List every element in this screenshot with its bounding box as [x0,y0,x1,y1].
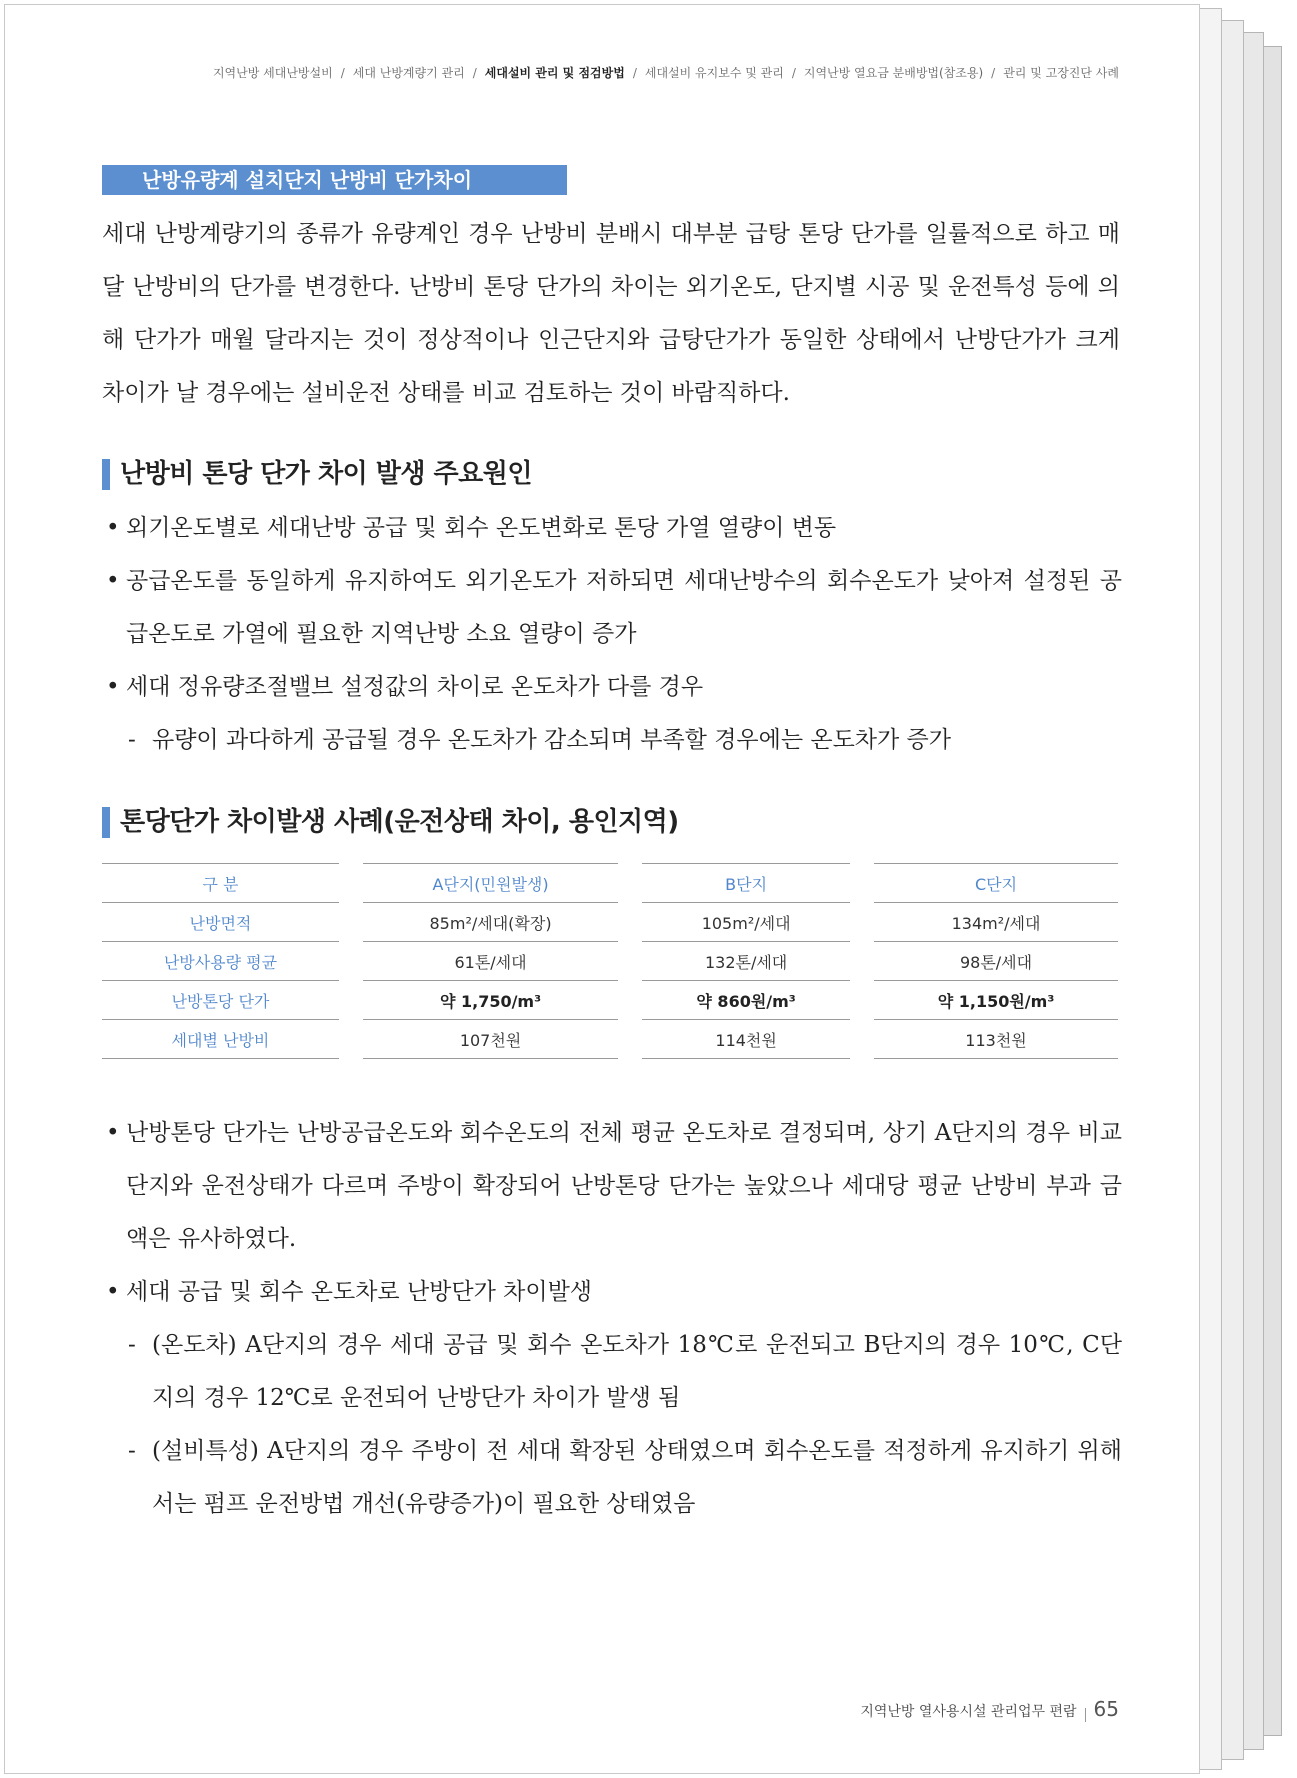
breadcrumb-item: 관리 및 고장진단 사례 [1003,66,1119,80]
page-stack-edge [1244,32,1264,1750]
table-header-cell: 구 분 [102,863,339,903]
breadcrumb-separator: / [632,66,637,80]
breadcrumb-separator: / [991,66,996,80]
table-header-cell: B단지 [642,863,850,903]
table-cell: 113천원 [874,1020,1118,1059]
causes-list [106,502,1122,767]
table-header-row [102,863,1118,903]
list-sub-item: - 유량이 과다하게 공급될 경우 온도차가 감소되며 부족할 경우에는 온도차가 증가 [106,714,1122,767]
list-sub-item: - (온도차) A단지의 경우 세대 공급 및 회수 온도차가 18℃로 운전되고 B단지의 경우 10℃, C단지의 경우 12℃로 운전되어 난방단가 차이가 발생 됨 [106,1319,1122,1425]
table-row [102,903,1118,942]
analysis-list [106,1107,1122,1531]
row-label: 난방톤당 단가 [102,981,339,1020]
page-number: 65 [1093,1697,1119,1721]
section-heading-causes: 난방비 톤당 단가 차이 발생 주요원인 [102,457,532,491]
table-cell: 98톤/세대 [874,942,1118,981]
breadcrumb-separator: / [791,66,796,80]
list-item: • 세대 정유량조절밸브 설정값의 차이로 온도차가 다를 경우 [106,661,1122,714]
breadcrumb-item: 지역난방 열요금 분배방법(참조용) [803,66,984,80]
list-item: • 공급온도를 동일하게 유지하여도 외기온도가 저하되면 세대난방수의 회수온도가 낮아져 설정된 공급온도로 가열에 필요한 지역난방 소요 열량이 증가 [106,555,1122,661]
breadcrumb-item: 세대 난방계량기 관리 [352,66,465,80]
footer-divider [1085,1708,1086,1722]
tag-heading: 난방유량계 설치단지 난방비 단가차이 [102,165,567,195]
section-heading-case: 톤당단가 차이발생 사례(운전상태 차이, 용인지역) [102,805,679,839]
table-header-cell: C단지 [874,863,1118,903]
row-label: 난방면적 [102,903,339,942]
breadcrumb-separator: / [340,66,345,80]
breadcrumb-item: 세대설비 유지보수 및 관리 [644,66,784,80]
list-item: • 외기온도별로 세대난방 공급 및 회수 온도변화로 톤당 가열 열량이 변동 [106,502,1122,555]
row-label: 세대별 난방비 [102,1020,339,1059]
table-row [102,1020,1118,1059]
page-stack-edge [1200,8,1222,1770]
list-sub-item: - (설비특성) A단지의 경우 주방이 전 세대 확장된 상태였으며 회수온도를 적정하게 유지하기 위해서는 펌프 운전방법 개선(유량증가)이 필요한 상태였음 [106,1425,1122,1531]
table-cell: 61톤/세대 [363,942,618,981]
table-header-cell: A단지(민원발생) [363,863,618,903]
table-cell: 약 1,750/m³ [363,981,618,1020]
table-row [102,942,1118,981]
table-cell: 132톤/세대 [642,942,850,981]
table-cell: 105m²/세대 [642,903,850,942]
intro-paragraph: 세대 난방계량기의 종류가 유량계인 경우 난방비 분배시 대부분 급탕 톤당 단가를 일률적으로 하고 매달 난방비의 단가를 변경한다. 난방비 톤당 단가의 차이는 외기온도, 단지별 시공 및 운전특성 등에 의해 단가가 매월 달라지는 것이 정상적이나 인근단지와 급탕단가가 동일한 상태에서 난방단가가 크게 차이가 날 경우에는 설비운전 상태를 비교 검토하는 것이 바람직하다. [102,221,1120,406]
breadcrumb-item: 지역난방 세대난방설비 [212,66,333,80]
row-label: 난방사용량 평균 [102,942,339,981]
table-cell: 107천원 [363,1020,618,1059]
list-item: • 난방톤당 단가는 난방공급온도와 회수온도의 전체 평균 온도차로 결정되며, 상기 A단지의 경우 비교단지와 운전상태가 다르며 주방이 확장되어 난방톤당 단가는 높았으나 세대당 평균 난방비 부과 금액은 유사하였다. [106,1107,1122,1266]
comparison-table [78,863,1142,1059]
table-cell: 85m²/세대(확장) [363,903,618,942]
page-stack-edge [1222,20,1244,1760]
table-cell: 134m²/세대 [874,903,1118,942]
table-cell: 약 860원/m³ [642,981,850,1020]
breadcrumb-separator: / [472,66,477,80]
breadcrumb [213,64,1119,81]
table-cell: 약 1,150원/m³ [874,981,1118,1020]
book-title: 지역난방 열사용시설 관리업무 편람 [860,1704,1077,1720]
page-footer [860,1697,1119,1722]
table-row [102,981,1118,1020]
list-item: • 세대 공급 및 회수 온도차로 난방단가 차이발생 [106,1266,1122,1319]
page-stack-edge [1264,46,1282,1736]
table-cell: 114천원 [642,1020,850,1059]
breadcrumb-item-active: 세대설비 관리 및 점검방법 [484,66,625,80]
